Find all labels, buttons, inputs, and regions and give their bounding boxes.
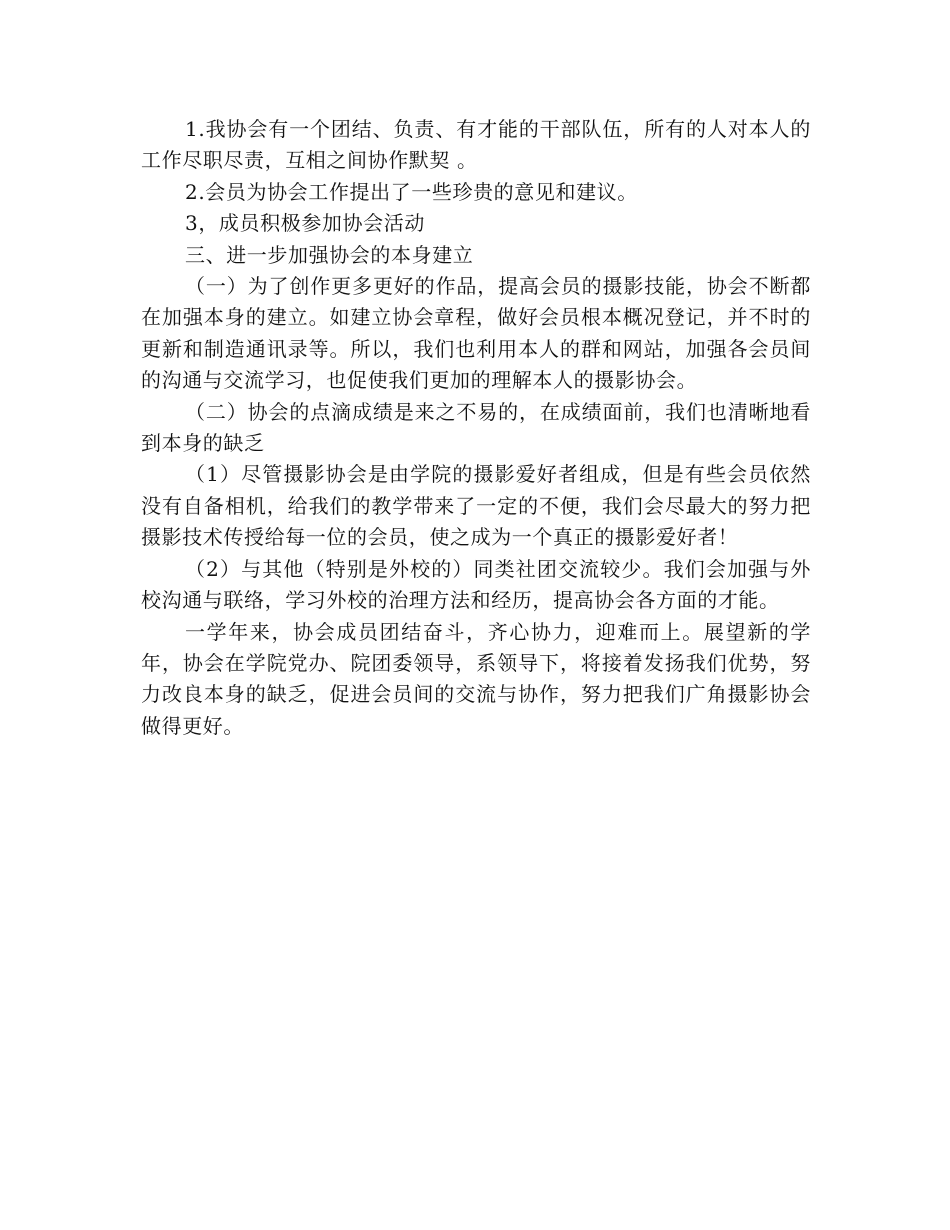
paragraph-1: 1.我协会有一个团结、负责、有才能的干部队伍，所有的人对本人的工作尽职尽责，互相之间协作默契 。: [141, 117, 811, 173]
paragraph-9: 一学年来，协会成员团结奋斗，齐心协力，迎难而上。展望新的学年，协会在学院党办、院团委领导，系领导下，将接着发扬我们优势，努力改良本身的缺乏，促进会员间的交流与协作，努力把我们广角摄影协会做得更好。: [141, 619, 811, 738]
paragraph-5: （一）为了创作更多更好的作品，提高会员的摄影技能，协会不断都在加强本身的建立。如建立协会章程，做好会员根本概况登记，并不时的更新和制造通讯录等。所以，我们也利用本人的群和网站，加强各会员间的沟通与交流学习，也促使我们更加的理解本人的摄影协会。: [141, 274, 811, 393]
paragraph-2: 2.会员为协会工作提出了一些珍贵的意见和建议。: [185, 179, 638, 204]
section-heading: 三、进一步加强协会的本身建立: [185, 242, 474, 267]
paragraph-8: （2）与其他（特别是外校的）同类社团交流较少。我们会加强与外校沟通与联络，学习外校的治理方法和经历，提高协会各方面的才能。: [141, 556, 811, 613]
document-body: [141, 114, 811, 742]
paragraph-7: （1）尽管摄影协会是由学院的摄影爱好者组成，但是有些会员依然没有自备相机，给我们的教学带来了一定的不便，我们会尽最大的努力把摄影技术传授给每一位的会员，使之成为一个真正的摄影爱好者！: [141, 462, 811, 550]
paragraph-3: 3，成员积极参加协会活动: [185, 211, 425, 236]
paragraph-6: （二）协会的点滴成绩是来之不易的，在成绩面前，我们也清晰地看到本身的缺乏: [141, 399, 811, 456]
